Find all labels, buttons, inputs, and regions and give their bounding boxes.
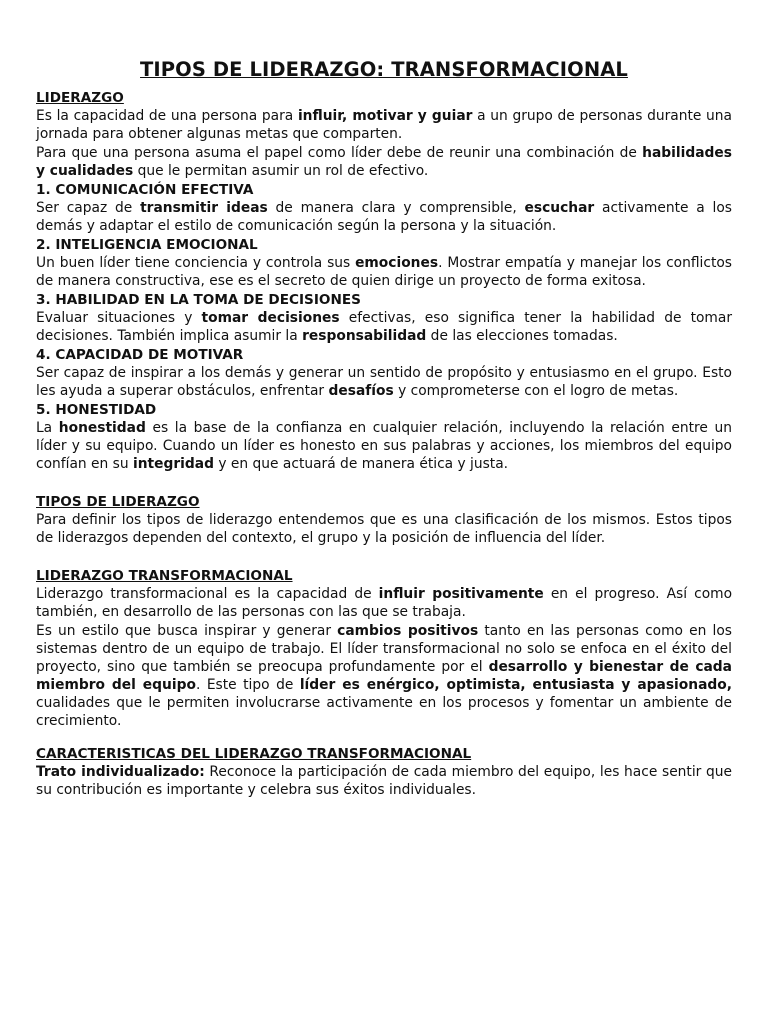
section-heading-tipos: TIPOS DE LIDERAZGO	[36, 494, 200, 510]
paragraph: Ser capaz de transmitir ideas de manera clara y comprensible, escuchar activamente a los demás y adaptar el estilo de comunicación según la persona y la situación.	[36, 200, 732, 234]
section-heading-liderazgo: LIDERAZGO	[36, 90, 124, 106]
paragraph: Evaluar situaciones y tomar decisiones efectivas, eso significa tener la habilidad de tomar decisiones. También implica asumir la responsabilidad de las elecciones tomadas.	[36, 310, 732, 344]
section-heading-transformacional: LIDERAZGO TRANSFORMACIONAL	[36, 568, 293, 584]
paragraph: Ser capaz de inspirar a los demás y generar un sentido de propósito y entusiasmo en el grupo. Esto les ayuda a superar obstáculos, enfrentar desafíos y comprometerse con el logro de metas.	[36, 365, 732, 399]
paragraph: La honestidad es la base de la confianza en cualquier relación, incluyendo la relación entre un líder y su equipo. Cuando un líder es honesto en sus palabras y acciones, los miembros del equipo confían en su integridad y en que actuará de manera ética y justa.	[36, 420, 732, 472]
paragraph: Es la capacidad de una persona para influir, motivar y guiar a un grupo de personas durante una jornada para obtener algunas metas que comparten.	[36, 108, 732, 142]
paragraph: Para definir los tipos de liderazgo entendemos que es una clasificación de los mismos. Estos tipos de liderazgos dependen del contexto, el grupo y la posición de influencia del líder.	[36, 512, 732, 546]
item-heading: 2. INTELIGENCIA EMOCIONAL	[36, 237, 258, 253]
section-heading-caracteristicas: CARACTERISTICAS DEL LIDERAZGO TRANSFORMACIONAL	[36, 746, 472, 762]
paragraph: Trato individualizado: Reconoce la participación de cada miembro del equipo, les hace sentir que su contribución es importante y celebra sus éxitos individuales.	[36, 764, 732, 798]
item-heading: 5. HONESTIDAD	[36, 402, 157, 418]
paragraph: Un buen líder tiene conciencia y controla sus emociones. Mostrar empatía y manejar los conflictos de manera constructiva, ese es el secreto de quien dirige un proyecto de forma exitosa.	[36, 255, 732, 289]
item-heading: 3. HABILIDAD EN LA TOMA DE DECISIONES	[36, 292, 361, 308]
paragraph: Para que una persona asuma el papel como líder debe de reunir una combinación de habilidades y cualidades que le permitan asumir un rol de efectivo.	[36, 145, 732, 179]
paragraph: Es un estilo que busca inspirar y generar cambios positivos tanto en las personas como en los sistemas dentro de un equipo de trabajo. El líder transformacional no solo se enfoca en el éxito del proyecto, sino que también se preocupa profundamente por el desarrollo y bienestar de cada miembro del equipo. Este tipo de líder es enérgico, optimista, entusiasta y apasionado, cualidades que le permiten involucrarse activamente en los procesos y fomentar un ambiente de crecimiento.	[36, 623, 732, 729]
page-title: TIPOS DE LIDERAZGO: TRANSFORMACIONAL	[140, 58, 628, 81]
paragraph: Liderazgo transformacional es la capacidad de influir positivamente en el progreso. Así como también, en desarrollo de las personas con las que se trabaja.	[36, 586, 733, 620]
item-heading: 1. COMUNICACIÓN EFECTIVA	[36, 182, 254, 198]
item-heading: 4. CAPACIDAD DE MOTIVAR	[36, 347, 244, 363]
